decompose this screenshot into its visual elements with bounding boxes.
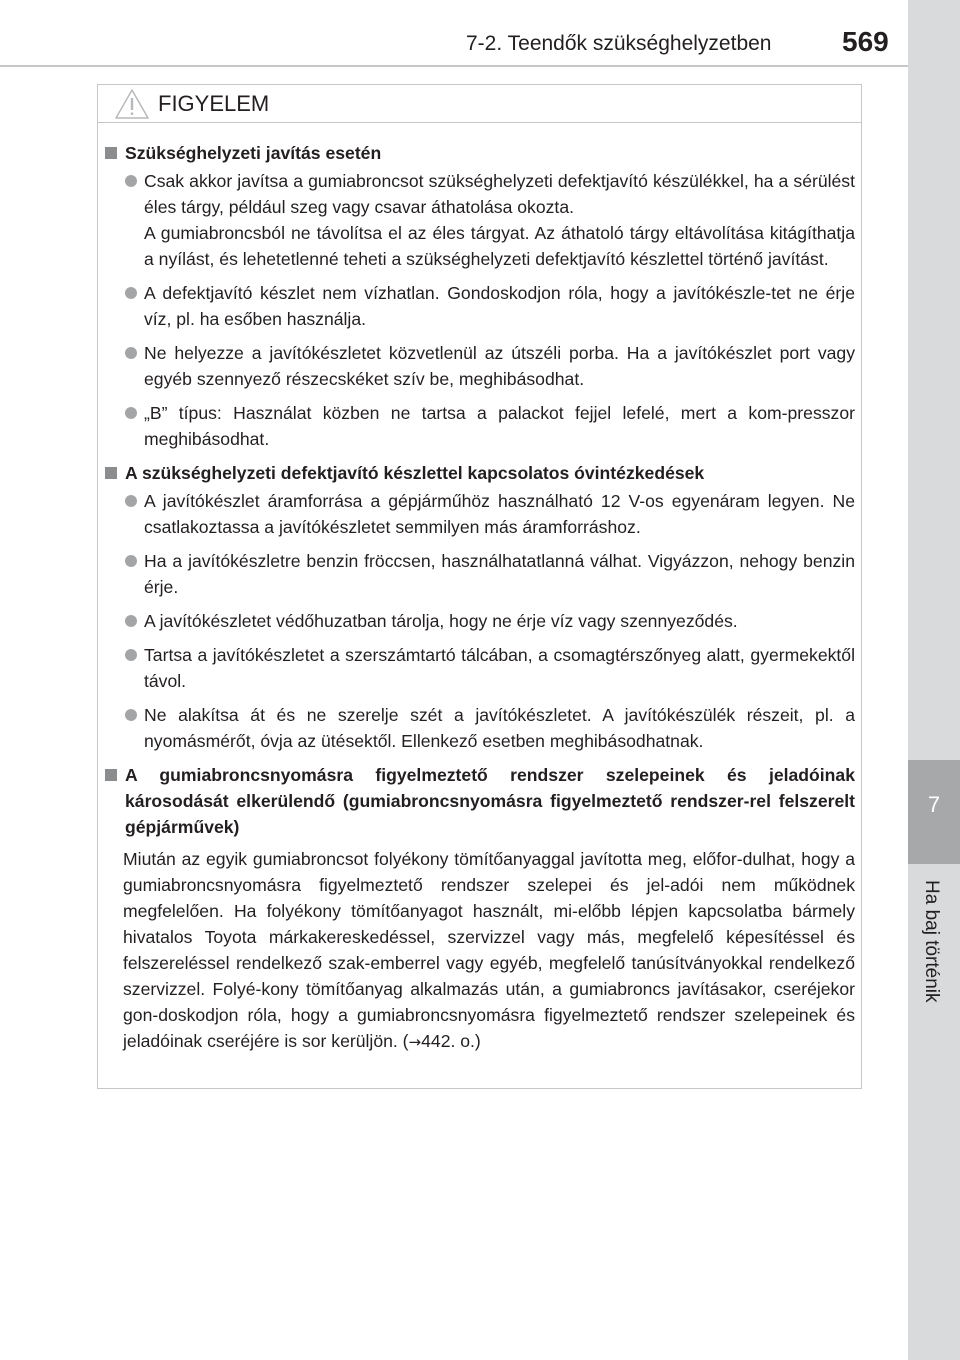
chapter-title: Ha baj történik bbox=[921, 880, 942, 1003]
list-item: A javítókészlet áramforrása a gépjárműhöz használható 12 V-os egyenáram legyen. Ne csatlakoztassa a javítókészletet semmilyen más áramforráshoz. bbox=[105, 488, 855, 540]
bullet-dot-icon bbox=[125, 407, 137, 419]
section-square-icon bbox=[105, 147, 117, 159]
list-item: Csak akkor javítsa a gumiabroncsot szükséghelyzeti defektjavító készülékkel, ha a sérülést éles tárgy, például szeg vagy csavar áthatolása okozta. A gumiabroncsból ne távolítsa el az éles tárgyat. Az áthatoló tárgy eltávolítása kitágíthatja a nyílást, és lehetetlenné teheti a szükséghelyzeti defektjavító készlettel történő javítást. bbox=[105, 168, 855, 272]
list-item: Ha a javítókészletre benzin fröccsen, használhatatlanná válhat. Vigyázzon, nehogy benzin érje. bbox=[105, 548, 855, 600]
bullet-dot-icon bbox=[125, 649, 137, 661]
list-item: „B” típus: Használat közben ne tartsa a palackot fejjel lefelé, mert a kom-presszor meghibásodhat. bbox=[105, 400, 855, 452]
list-item: Ne helyezze a javítókészletet közvetlenül az útszéli porba. Ha a javítókészlet port vagy egyéb szennyező részecskéket szív be, meghibásodhat. bbox=[105, 340, 855, 392]
bullet-dot-icon bbox=[125, 287, 137, 299]
section-heading: Szükséghelyzeti javítás esetén bbox=[105, 140, 855, 166]
list-item: Ne alakítsa át és ne szerelje szét a javítókészletet. A javítókészülék részeit, pl. a nyomásmérőt, óvja az ütésektől. Ellenkező esetben meghibásodhatnak. bbox=[105, 702, 855, 754]
warning-label: FIGYELEM bbox=[158, 91, 270, 116]
page-number: 569 bbox=[842, 26, 889, 57]
bullet-dot-icon bbox=[125, 495, 137, 507]
list-item: Tartsa a javítókészletet a szerszámtartó tálcában, a csomagtérszőnyeg alatt, gyermekektől távol. bbox=[105, 642, 855, 694]
bullet-dot-icon bbox=[125, 615, 137, 627]
list-item: A javítókészletet védőhuzatban tárolja, hogy ne érje víz vagy szennyeződés. bbox=[105, 608, 855, 634]
section-heading: A szükséghelyzeti defektjavító készlettel kapcsolatos óvintézkedések bbox=[105, 460, 855, 486]
chapter-number: 7 bbox=[927, 792, 941, 817]
page-reference-link[interactable]: 442. o.) bbox=[421, 1031, 481, 1051]
section-title: 7-2. Teendők szükséghelyzetben bbox=[466, 32, 772, 55]
bullet-dot-icon bbox=[125, 555, 137, 567]
bullet-dot-icon bbox=[125, 709, 137, 721]
warning-triangle-icon bbox=[114, 88, 150, 120]
list-item: A defektjavító készlet nem vízhatlan. Gondoskodjon róla, hogy a javítókészle-tet ne érje víz, pl. ha esőben használja. bbox=[105, 280, 855, 332]
bullet-dot-icon bbox=[125, 347, 137, 359]
chapter-side-tab bbox=[908, 0, 960, 1360]
bullet-dot-icon bbox=[125, 175, 137, 187]
reference-arrow: → bbox=[408, 1033, 422, 1051]
section-heading: A gumiabroncsnyomásra figyelmeztető rendszer szelepeinek és jeladóinak károsodását elkerülendő (gumiabroncsnyomásra figyelmeztető rendszer-rel felszerelt gépjárművek) bbox=[105, 762, 855, 840]
section-square-icon bbox=[105, 467, 117, 479]
header-divider bbox=[0, 65, 908, 67]
paragraph: Miután az egyik gumiabroncsot folyékony tömítőanyaggal javította meg, előfor-dulhat, hogy a gumiabroncsnyomásra figyelmeztető rendszer szelepei és jel-adói nem működnek megfelelően. Ha folyékony tömítőanyagot használt, mi-előbb lépjen kapcsolatba bármely hivatalos Toyota márkakereskedéssel, szervizzel vagy más, megfelelő képesítéssel és felszereléssel rendelkező szak-emberrel vagy egyéb, megfelelő tanúsítványokkal rendelkező szervizzel. Folyé-kony tömítőanyag alkalmazás után, a gumiabroncs javításakor, cseréjekor gon-doskodjon róla, hogy a gumiabroncsnyomásra figyelmeztető rendszer szelepeinek és jeladóinak cseréjére is sor kerüljön. (→442. o.) bbox=[123, 849, 855, 1051]
section-square-icon bbox=[105, 769, 117, 781]
warning-content bbox=[105, 140, 855, 1055]
